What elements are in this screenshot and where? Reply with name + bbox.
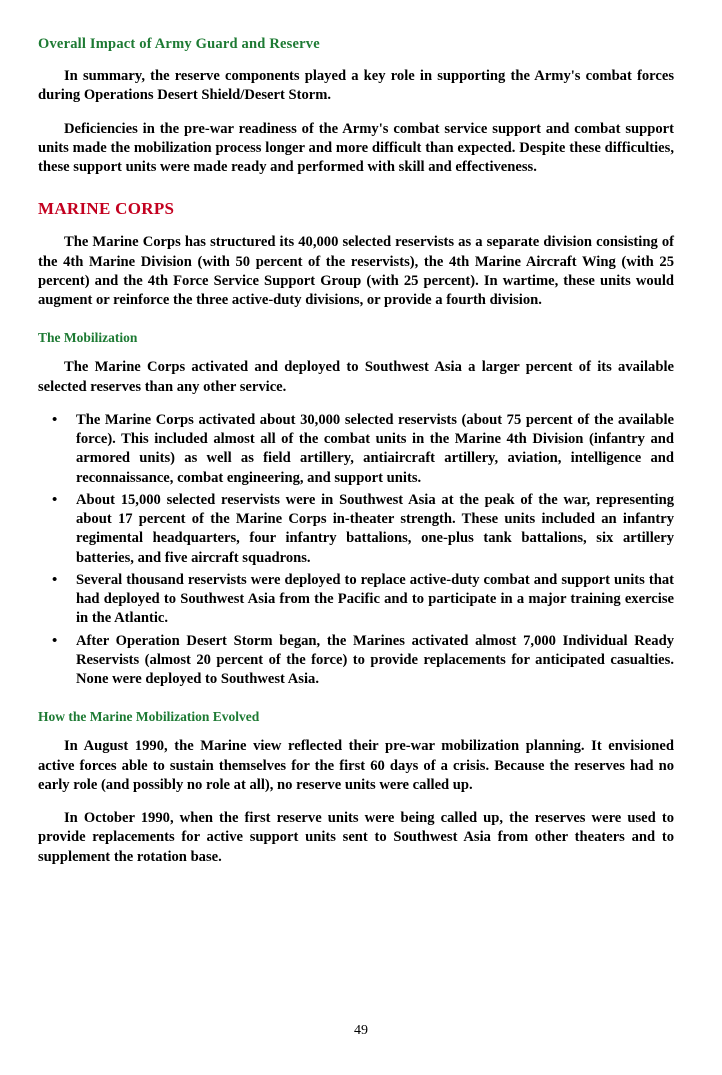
paragraph-august-1990: In August 1990, the Marine view reflected their pre-war mobilization planning. It envisioned active forces able to sustain themselves for the first 60 days of a crisis. Because the reserves had no early role (and possibly no role at all), no reserve units were called up. [38, 738, 674, 793]
list-item-text: Several thousand reservists were deployed to replace active-duty combat and support units that had deployed to Southwest Asia from the Pacific and to participate in a major training exercise in the Atlantic. [76, 571, 674, 627]
bullet-icon: • [52, 571, 58, 588]
paragraph-marine-corps-structure: The Marine Corps has structured its 40,000 selected reservists as a separate division consisting of the 4th Marine Division (with 50 percent of the reservists), the 4th Marine Aircraft Wing (with 25 percent) and the 4th Force Service Support Group (with 25 percent). In wartime, these units would augment or reinforce the three active-duty divisions, or provide a fourth division. [38, 234, 674, 308]
mobilization-bullet-list [38, 411, 674, 690]
paragraph-marine-corps-activated: The Marine Corps activated and deployed to Southwest Asia a larger percent of its available selected reserves than any other service. [38, 359, 674, 395]
bullet-icon: • [52, 411, 58, 428]
paragraph-deficiencies-prewar-readiness: Deficiencies in the pre-war readiness of the Army's combat service support and combat support units made the mobilization process longer and more difficult than expected. Despite these difficulties, these support units were made ready and performed with skill and effectiveness. [38, 120, 674, 175]
list-item-text: After Operation Desert Storm began, the Marines activated almost 7,000 Individual Ready Reservists (almost 20 percent of the force) to provide replacements for anticipated casualties. None were deployed to Southwest Asia. [76, 632, 674, 687]
list-item [38, 571, 674, 629]
page-number: 49 [354, 1023, 368, 1038]
paragraph-summary-reserve-components: In summary, the reserve components played a key role in supporting the Army's combat forces during Operations Desert Shield/Desert Storm. [38, 68, 674, 104]
section-heading-the-mobilization: The Mobilization [38, 330, 138, 346]
section-heading-marine-corps: MARINE CORPS [38, 199, 175, 219]
section-heading-how-marine-mobilization-evolved: How the Marine Mobilization Evolved [38, 709, 260, 725]
section-heading-overall-impact: Overall Impact of Army Guard and Reserve [38, 36, 320, 52]
bullet-icon: • [52, 632, 58, 649]
list-item [38, 491, 674, 568]
bullet-icon: • [52, 491, 58, 508]
list-item-text: About 15,000 selected reservists were in Southwest Asia at the peak of the war, representing about 17 percent of the Marine Corps in-theater strength. These units included an infantry regimental headquarters, four infantry battalions, one-plus tank battalions, six artillery batteries, and five aircraft squadrons. [76, 491, 674, 566]
list-item [38, 632, 674, 690]
list-item [38, 411, 674, 488]
paragraph-october-1990: In October 1990, when the first reserve units were being called up, the reserves were used to provide replacements for active support units sent to Southwest Asia from other theaters and to supplement the rotation base. [38, 810, 674, 865]
list-item-text: The Marine Corps activated about 30,000 selected reservists (about 75 percent of the available force). This included almost all of the combat units in the Marine 4th Division (infantry and armored units) as well as field artillery, antiaircraft artillery, aviation, intelligence and reconnaissance, combat engineering, and support units. [76, 411, 674, 486]
